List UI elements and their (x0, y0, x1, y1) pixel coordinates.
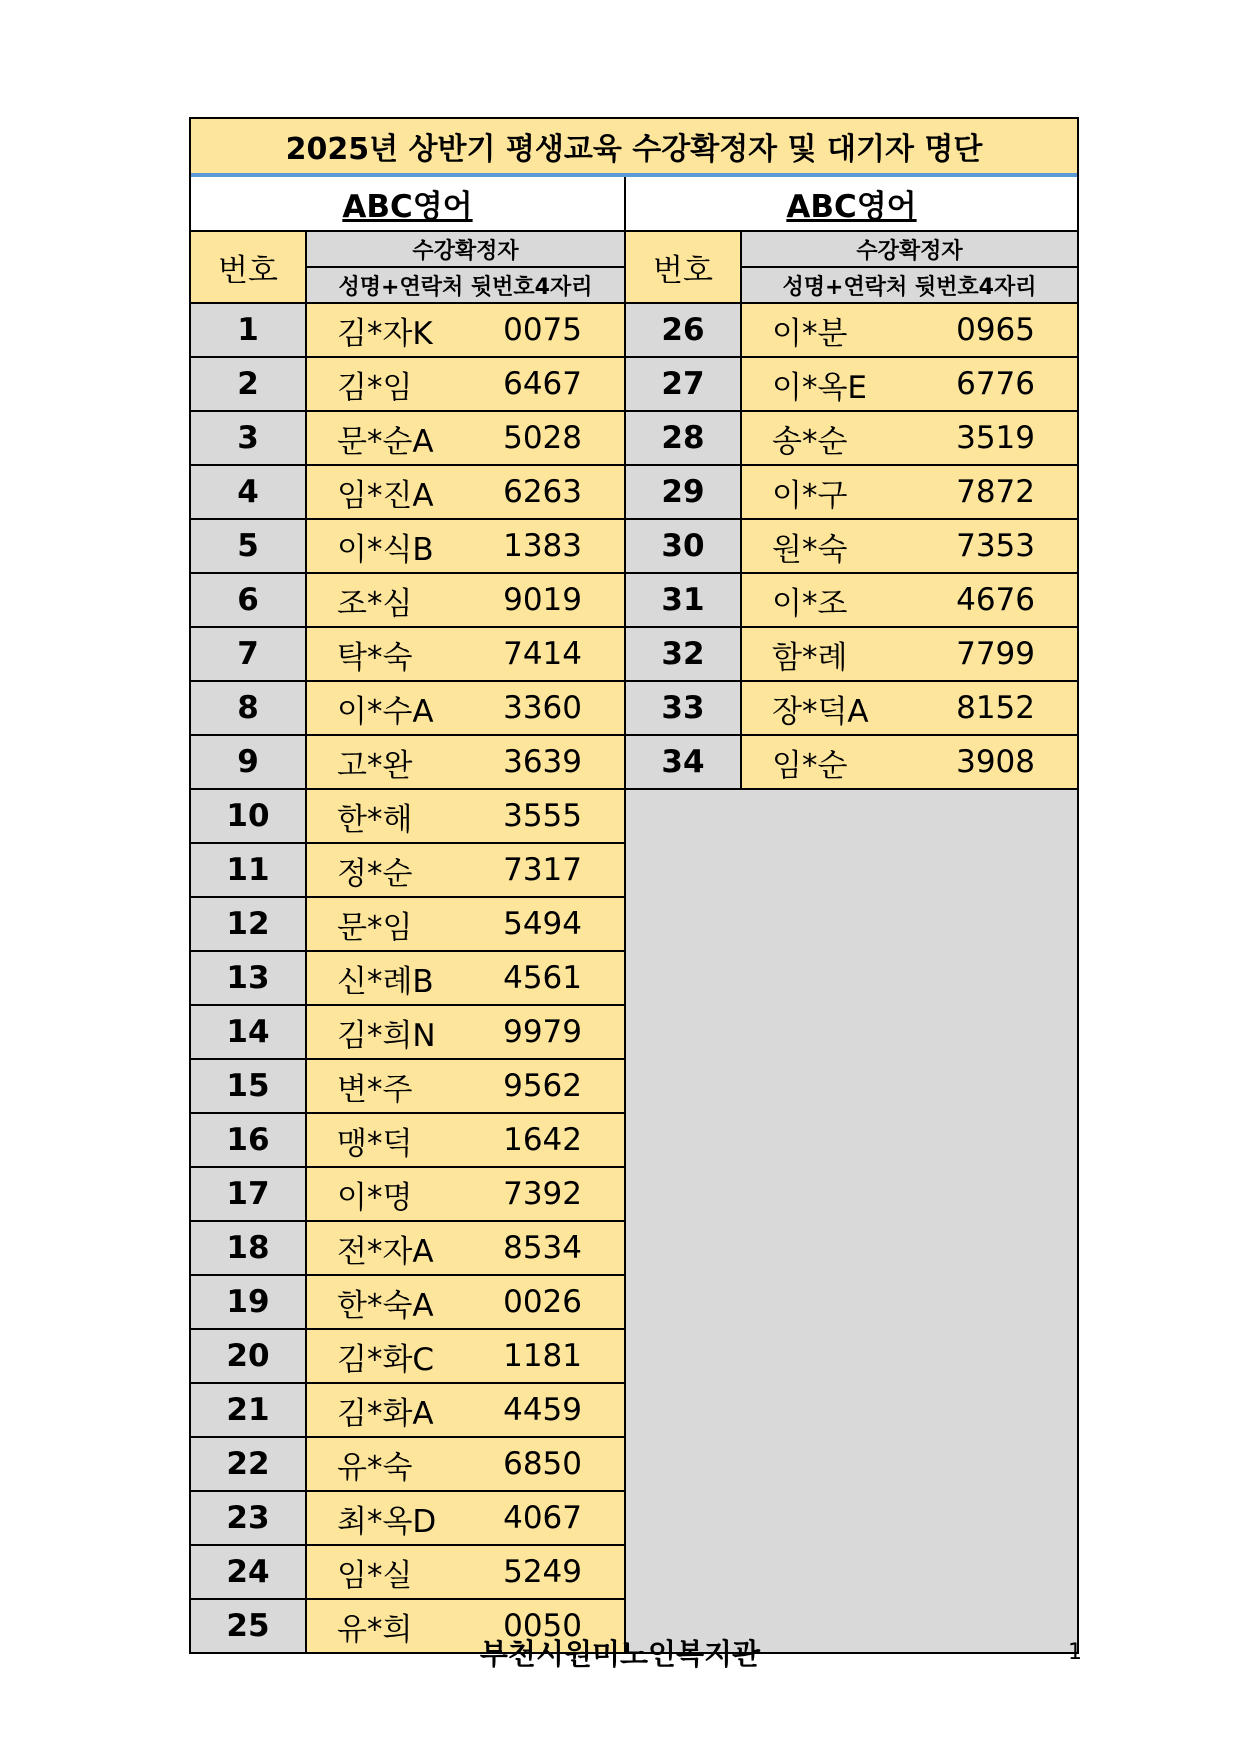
member-name: 변*주 (337, 1071, 413, 1108)
member-name: 김*화C (337, 1341, 435, 1378)
table-row (191, 1438, 624, 1492)
table-row (626, 628, 1077, 682)
table-row (191, 628, 624, 682)
name-phone-cell (307, 790, 624, 842)
member-name: 문*순A (337, 423, 434, 460)
rows-left (191, 304, 624, 1652)
header-number: 번호 (191, 232, 307, 302)
name-phone-cell (307, 1438, 624, 1490)
name-phone-cell (307, 1492, 624, 1544)
rows-right (626, 304, 1077, 790)
member-name: 정*순 (337, 855, 413, 892)
table-row (626, 682, 1077, 736)
row-number: 12 (191, 898, 307, 950)
name-phone-cell (307, 304, 624, 356)
phone-last-four: 5494 (503, 906, 582, 942)
name-phone-cell (307, 1006, 624, 1058)
phone-last-four: 7317 (503, 852, 582, 888)
page-number: 1 (1068, 1640, 1082, 1665)
member-name: 김*희N (337, 1017, 436, 1054)
table-row (191, 1222, 624, 1276)
row-number: 31 (626, 574, 742, 626)
table-row (191, 1276, 624, 1330)
name-phone-cell (742, 358, 1077, 410)
name-phone-cell (307, 1114, 624, 1166)
member-name: 김*자K (337, 315, 433, 352)
row-number: 30 (626, 520, 742, 572)
member-name: 이*명 (337, 1179, 413, 1216)
name-phone-cell (307, 736, 624, 788)
column-header-left (191, 232, 624, 304)
row-number: 15 (191, 1060, 307, 1112)
row-number: 16 (191, 1114, 307, 1166)
row-number: 25 (191, 1600, 307, 1652)
table-row (191, 1546, 624, 1600)
name-phone-cell (742, 466, 1077, 518)
row-number: 28 (626, 412, 742, 464)
row-number: 10 (191, 790, 307, 842)
row-number: 4 (191, 466, 307, 518)
table-row (191, 736, 624, 790)
phone-last-four: 3908 (956, 744, 1035, 780)
phone-last-four: 3360 (503, 690, 582, 726)
phone-last-four: 0075 (503, 312, 582, 348)
row-number: 32 (626, 628, 742, 680)
name-phone-cell (307, 412, 624, 464)
member-name: 김*임 (337, 369, 413, 406)
phone-last-four: 3555 (503, 798, 582, 834)
table-row (191, 574, 624, 628)
row-number: 3 (191, 412, 307, 464)
member-name: 맹*덕 (337, 1125, 413, 1162)
member-name: 임*실 (337, 1557, 413, 1594)
name-phone-cell (307, 1546, 624, 1598)
member-name: 유*숙 (337, 1449, 413, 1486)
name-phone-cell (307, 1222, 624, 1274)
phone-last-four: 6263 (503, 474, 582, 510)
course-name-right: ABC영어 (626, 177, 1077, 230)
member-name: 장*덕A (772, 693, 869, 730)
phone-last-four: 4067 (503, 1500, 582, 1536)
phone-last-four: 9562 (503, 1068, 582, 1104)
name-phone-cell (742, 412, 1077, 464)
table-row (191, 790, 624, 844)
header-confirmed: 수강확정자 (742, 232, 1077, 268)
member-name: 김*화A (337, 1395, 434, 1432)
table-row (626, 358, 1077, 412)
row-number: 22 (191, 1438, 307, 1490)
header-group (307, 232, 624, 302)
row-number: 24 (191, 1546, 307, 1598)
member-name: 임*진A (337, 477, 434, 514)
table-row (191, 1114, 624, 1168)
phone-last-four: 4459 (503, 1392, 582, 1428)
row-number: 8 (191, 682, 307, 734)
member-name: 문*임 (337, 909, 413, 946)
phone-last-four: 8152 (956, 690, 1035, 726)
table-row (626, 736, 1077, 790)
member-name: 원*숙 (772, 531, 848, 568)
phone-last-four: 3519 (956, 420, 1035, 456)
empty-area (626, 790, 1077, 1652)
phone-last-four: 7414 (503, 636, 582, 672)
table-row (191, 520, 624, 574)
name-phone-cell (307, 844, 624, 896)
row-number: 6 (191, 574, 307, 626)
roster-sheet (189, 117, 1079, 1654)
member-name: 이*수A (337, 693, 434, 730)
member-name: 최*옥D (337, 1503, 437, 1540)
table-row (191, 358, 624, 412)
phone-last-four: 7353 (956, 528, 1035, 564)
header-name-phone: 성명+연락처 뒷번호4자리 (307, 268, 624, 302)
name-phone-cell (307, 682, 624, 734)
table-row (191, 1330, 624, 1384)
name-phone-cell (307, 520, 624, 572)
member-name: 신*례B (337, 963, 434, 1000)
name-phone-cell (307, 898, 624, 950)
phone-last-four: 4676 (956, 582, 1035, 618)
phone-last-four: 7872 (956, 474, 1035, 510)
phone-last-four: 8534 (503, 1230, 582, 1266)
table-row (626, 520, 1077, 574)
header-group (742, 232, 1077, 302)
course-name-left: ABC영어 (191, 177, 626, 230)
page-title: 2025년 상반기 평생교육 수강확정자 및 대기자 명단 (191, 119, 1077, 177)
name-phone-cell (307, 1330, 624, 1382)
table-row (191, 1006, 624, 1060)
member-name: 고*완 (337, 747, 413, 784)
table-row (191, 952, 624, 1006)
name-phone-cell (742, 574, 1077, 626)
column-header-right (626, 232, 1077, 304)
name-phone-cell (307, 466, 624, 518)
row-number: 27 (626, 358, 742, 410)
phone-last-four: 3639 (503, 744, 582, 780)
table-row (626, 412, 1077, 466)
table-row (191, 844, 624, 898)
member-name: 임*순 (772, 747, 848, 784)
member-name: 유*희 (337, 1611, 413, 1648)
table-row (626, 466, 1077, 520)
row-number: 19 (191, 1276, 307, 1328)
table-row (191, 466, 624, 520)
row-number: 26 (626, 304, 742, 356)
name-phone-cell (742, 682, 1077, 734)
header-number: 번호 (626, 232, 742, 302)
row-number: 18 (191, 1222, 307, 1274)
member-name: 한*해 (337, 801, 413, 838)
row-number: 13 (191, 952, 307, 1004)
row-number: 11 (191, 844, 307, 896)
member-name: 이*조 (772, 585, 848, 622)
member-name: 탁*숙 (337, 639, 413, 676)
name-phone-cell (742, 304, 1077, 356)
name-phone-cell (307, 952, 624, 1004)
phone-last-four: 6776 (956, 366, 1035, 402)
name-phone-cell (307, 1168, 624, 1220)
name-phone-cell (307, 628, 624, 680)
phone-last-four: 7392 (503, 1176, 582, 1212)
row-number: 34 (626, 736, 742, 788)
name-phone-cell (307, 358, 624, 410)
phone-last-four: 1181 (503, 1338, 582, 1374)
row-number: 9 (191, 736, 307, 788)
table-row (626, 304, 1077, 358)
member-name: 이*구 (772, 477, 848, 514)
member-name: 한*숙A (337, 1287, 434, 1324)
phone-last-four: 0050 (503, 1608, 582, 1644)
course-row (191, 177, 1077, 232)
row-number: 1 (191, 304, 307, 356)
phone-last-four: 0965 (956, 312, 1035, 348)
organization-name: 부천시원미노인복지관 (479, 1637, 761, 1671)
table-row (191, 1060, 624, 1114)
row-number: 2 (191, 358, 307, 410)
row-number: 20 (191, 1330, 307, 1382)
table-row (191, 682, 624, 736)
table-row (191, 1492, 624, 1546)
table-row (191, 898, 624, 952)
name-phone-cell (742, 520, 1077, 572)
member-name: 이*식B (337, 531, 434, 568)
row-number: 33 (626, 682, 742, 734)
name-phone-cell (742, 628, 1077, 680)
table-row (191, 1384, 624, 1438)
row-number: 29 (626, 466, 742, 518)
name-phone-cell (742, 736, 1077, 788)
roster-column-left (191, 232, 626, 1652)
member-name: 함*례 (772, 639, 848, 676)
table-row (626, 574, 1077, 628)
phone-last-four: 1383 (503, 528, 582, 564)
phone-last-four: 6467 (503, 366, 582, 402)
member-name: 송*순 (772, 423, 848, 460)
table-row (191, 304, 624, 358)
roster-body (191, 232, 1077, 1652)
member-name: 전*자A (337, 1233, 434, 1270)
row-number: 17 (191, 1168, 307, 1220)
phone-last-four: 9979 (503, 1014, 582, 1050)
phone-last-four: 5028 (503, 420, 582, 456)
member-name: 이*옥E (772, 369, 867, 406)
row-number: 7 (191, 628, 307, 680)
row-number: 5 (191, 520, 307, 572)
table-row (191, 412, 624, 466)
name-phone-cell (307, 1384, 624, 1436)
member-name: 조*심 (337, 585, 413, 622)
phone-last-four: 7799 (956, 636, 1035, 672)
name-phone-cell (307, 1276, 624, 1328)
phone-last-four: 1642 (503, 1122, 582, 1158)
phone-last-four: 6850 (503, 1446, 582, 1482)
name-phone-cell (307, 574, 624, 626)
row-number: 21 (191, 1384, 307, 1436)
row-number: 14 (191, 1006, 307, 1058)
phone-last-four: 9019 (503, 582, 582, 618)
table-row (191, 1168, 624, 1222)
row-number: 23 (191, 1492, 307, 1544)
header-confirmed: 수강확정자 (307, 232, 624, 268)
member-name: 이*분 (772, 315, 848, 352)
name-phone-cell (307, 1060, 624, 1112)
roster-column-right (626, 232, 1077, 1652)
header-name-phone: 성명+연락처 뒷번호4자리 (742, 268, 1077, 302)
phone-last-four: 4561 (503, 960, 582, 996)
phone-last-four: 0026 (503, 1284, 582, 1320)
phone-last-four: 5249 (503, 1554, 582, 1590)
